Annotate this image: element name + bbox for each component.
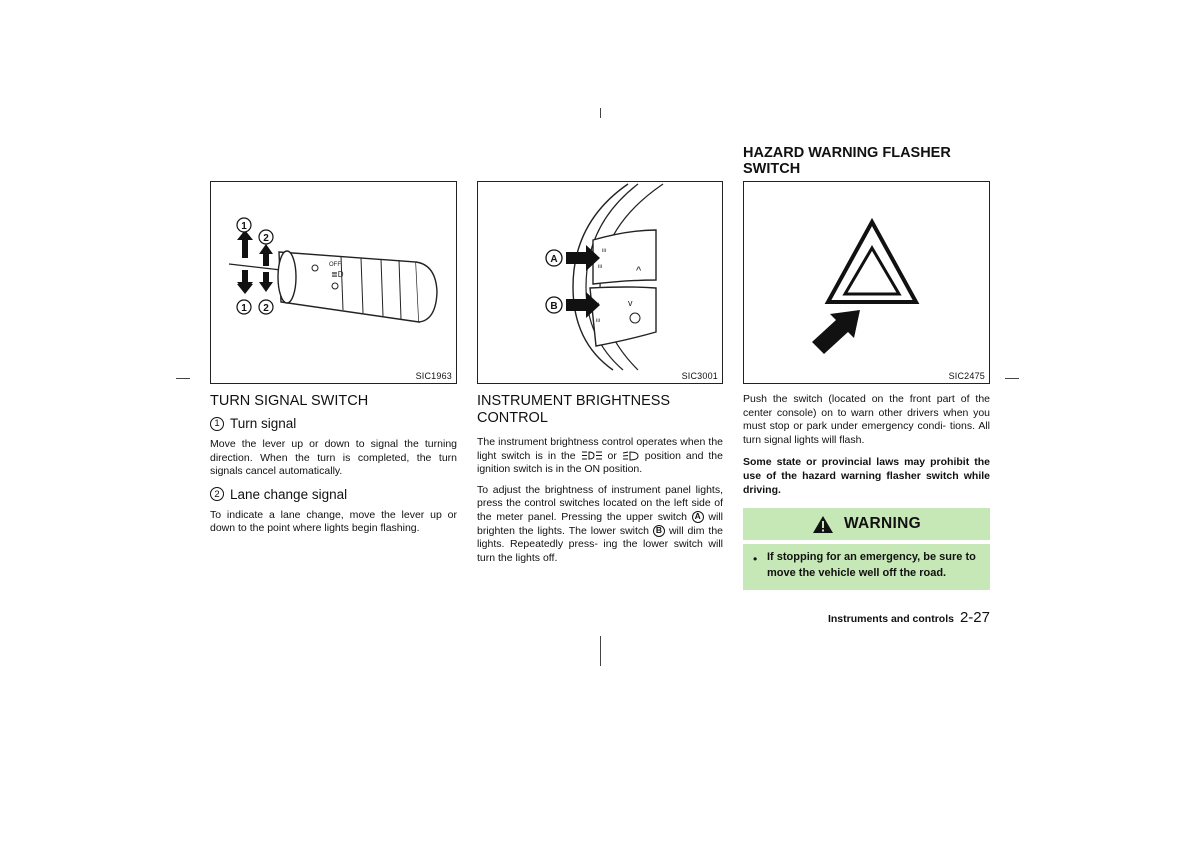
footer-section-name: Instruments and controls	[827, 613, 954, 625]
section-title-line2: CONTROL	[477, 410, 548, 426]
turn-signal-lever-illustration	[211, 182, 456, 372]
warning-header	[743, 508, 990, 540]
label-up-1: 1	[241, 221, 247, 232]
svg-text:ιιι: ιιι	[602, 248, 606, 254]
paragraph-bold: Some state or provincial laws may prohibit the use of the hazard warning flasher switch while driving.	[743, 456, 990, 496]
instrument-brightness-section	[477, 393, 723, 565]
text-run: or	[607, 449, 617, 462]
paragraph: To indicate a lane change, move the lever up or down to the point where lights begin flashing.	[210, 508, 457, 535]
arrow-down-2-icon	[259, 272, 273, 292]
brightness-switch-illustration	[478, 182, 722, 372]
label-b: B	[550, 301, 558, 312]
warning-body	[743, 544, 990, 590]
label-a: A	[550, 254, 558, 265]
paragraph: Move the lever up or down to signal the turning direction. When the turn is completed, the turn signals cancel automatically.	[210, 438, 457, 478]
arrow-up-1-icon	[237, 230, 253, 258]
circled-letter-a: A	[692, 511, 704, 523]
figure-code: SIC2475	[948, 371, 985, 381]
crop-mark-right	[1005, 378, 1019, 379]
figure-code: SIC1963	[415, 371, 452, 381]
text-run: will dim the lights. Repeatedly press- ing the lower switch will turn the lights off.	[477, 524, 724, 564]
svg-text:ιιι: ιιι	[596, 318, 600, 324]
paragraph-light-switch	[477, 436, 723, 477]
warning-triangle-icon	[812, 515, 834, 534]
headlight-icon	[581, 451, 603, 460]
turn-signal-figure	[210, 181, 457, 384]
svg-text:≣D: ≣D	[331, 270, 344, 279]
svg-text:ιιι: ιιι	[598, 264, 602, 270]
section-title-line1: HAZARD WARNING FLASHER	[743, 145, 951, 161]
svg-text:v: v	[628, 298, 633, 308]
subsection-turn-signal	[210, 416, 457, 431]
hazard-section	[743, 393, 990, 497]
section-title: TURN SIGNAL SWITCH	[210, 393, 369, 409]
paragraph: Push the switch (located on the front part of the center console) on to warn other drivers when you must stop or park under emergency condi- tions. All turn signal lights will flash.	[743, 393, 990, 446]
hazard-switch-figure	[743, 181, 990, 384]
crop-mark-top	[600, 108, 601, 118]
label-down-1: 1	[241, 303, 247, 314]
arrow-up-2-icon	[259, 244, 273, 266]
headlight-beam-icon	[622, 451, 640, 461]
text-run: The instrument brightness control operates when the light switch is in the	[477, 436, 723, 462]
subsection-lane-change	[210, 487, 457, 502]
section-title-line1: INSTRUMENT BRIGHTNESS	[477, 393, 671, 409]
circled-letter-b: B	[653, 525, 665, 537]
label-up-2: 2	[263, 233, 269, 244]
text-run: position and the ignition switch is in the ON position.	[477, 449, 723, 476]
crop-mark-left	[176, 378, 190, 379]
paragraph-adjust-brightness	[477, 484, 723, 566]
warning-label: WARNING	[843, 515, 921, 532]
section-title-line2: SWITCH	[743, 161, 801, 177]
hazard-switch-illustration	[744, 182, 989, 372]
press-arrow-icon	[812, 310, 860, 354]
circled-number: 1	[210, 417, 224, 431]
label-down-2: 2	[263, 303, 269, 314]
crop-mark-bottom	[600, 636, 601, 666]
hazard-triangle-icon	[828, 222, 916, 302]
subsection-title: Turn signal	[230, 416, 297, 431]
text-run: To adjust the brightness of instrument panel lights, press the control switches located on the left side of the meter panel. Pressing the upper switch	[477, 483, 723, 523]
bullet-icon: •	[753, 552, 758, 566]
warning-text: If stopping for an emergency, be sure to move the vehicle well off the road.	[767, 551, 976, 579]
page-footer	[780, 609, 990, 626]
text-run: will brighten the lights. The lower switch	[477, 510, 723, 537]
svg-text:^: ^	[636, 265, 642, 277]
subsection-title: Lane change signal	[230, 486, 348, 502]
circled-number: 2	[210, 487, 224, 501]
lever-off-label: OFF	[329, 262, 341, 268]
hazard-section-heading	[743, 145, 990, 177]
turn-signal-section	[210, 393, 457, 536]
instrument-brightness-figure	[477, 181, 723, 384]
page-number: 2-27	[959, 609, 990, 626]
figure-code: SIC3001	[681, 371, 718, 381]
